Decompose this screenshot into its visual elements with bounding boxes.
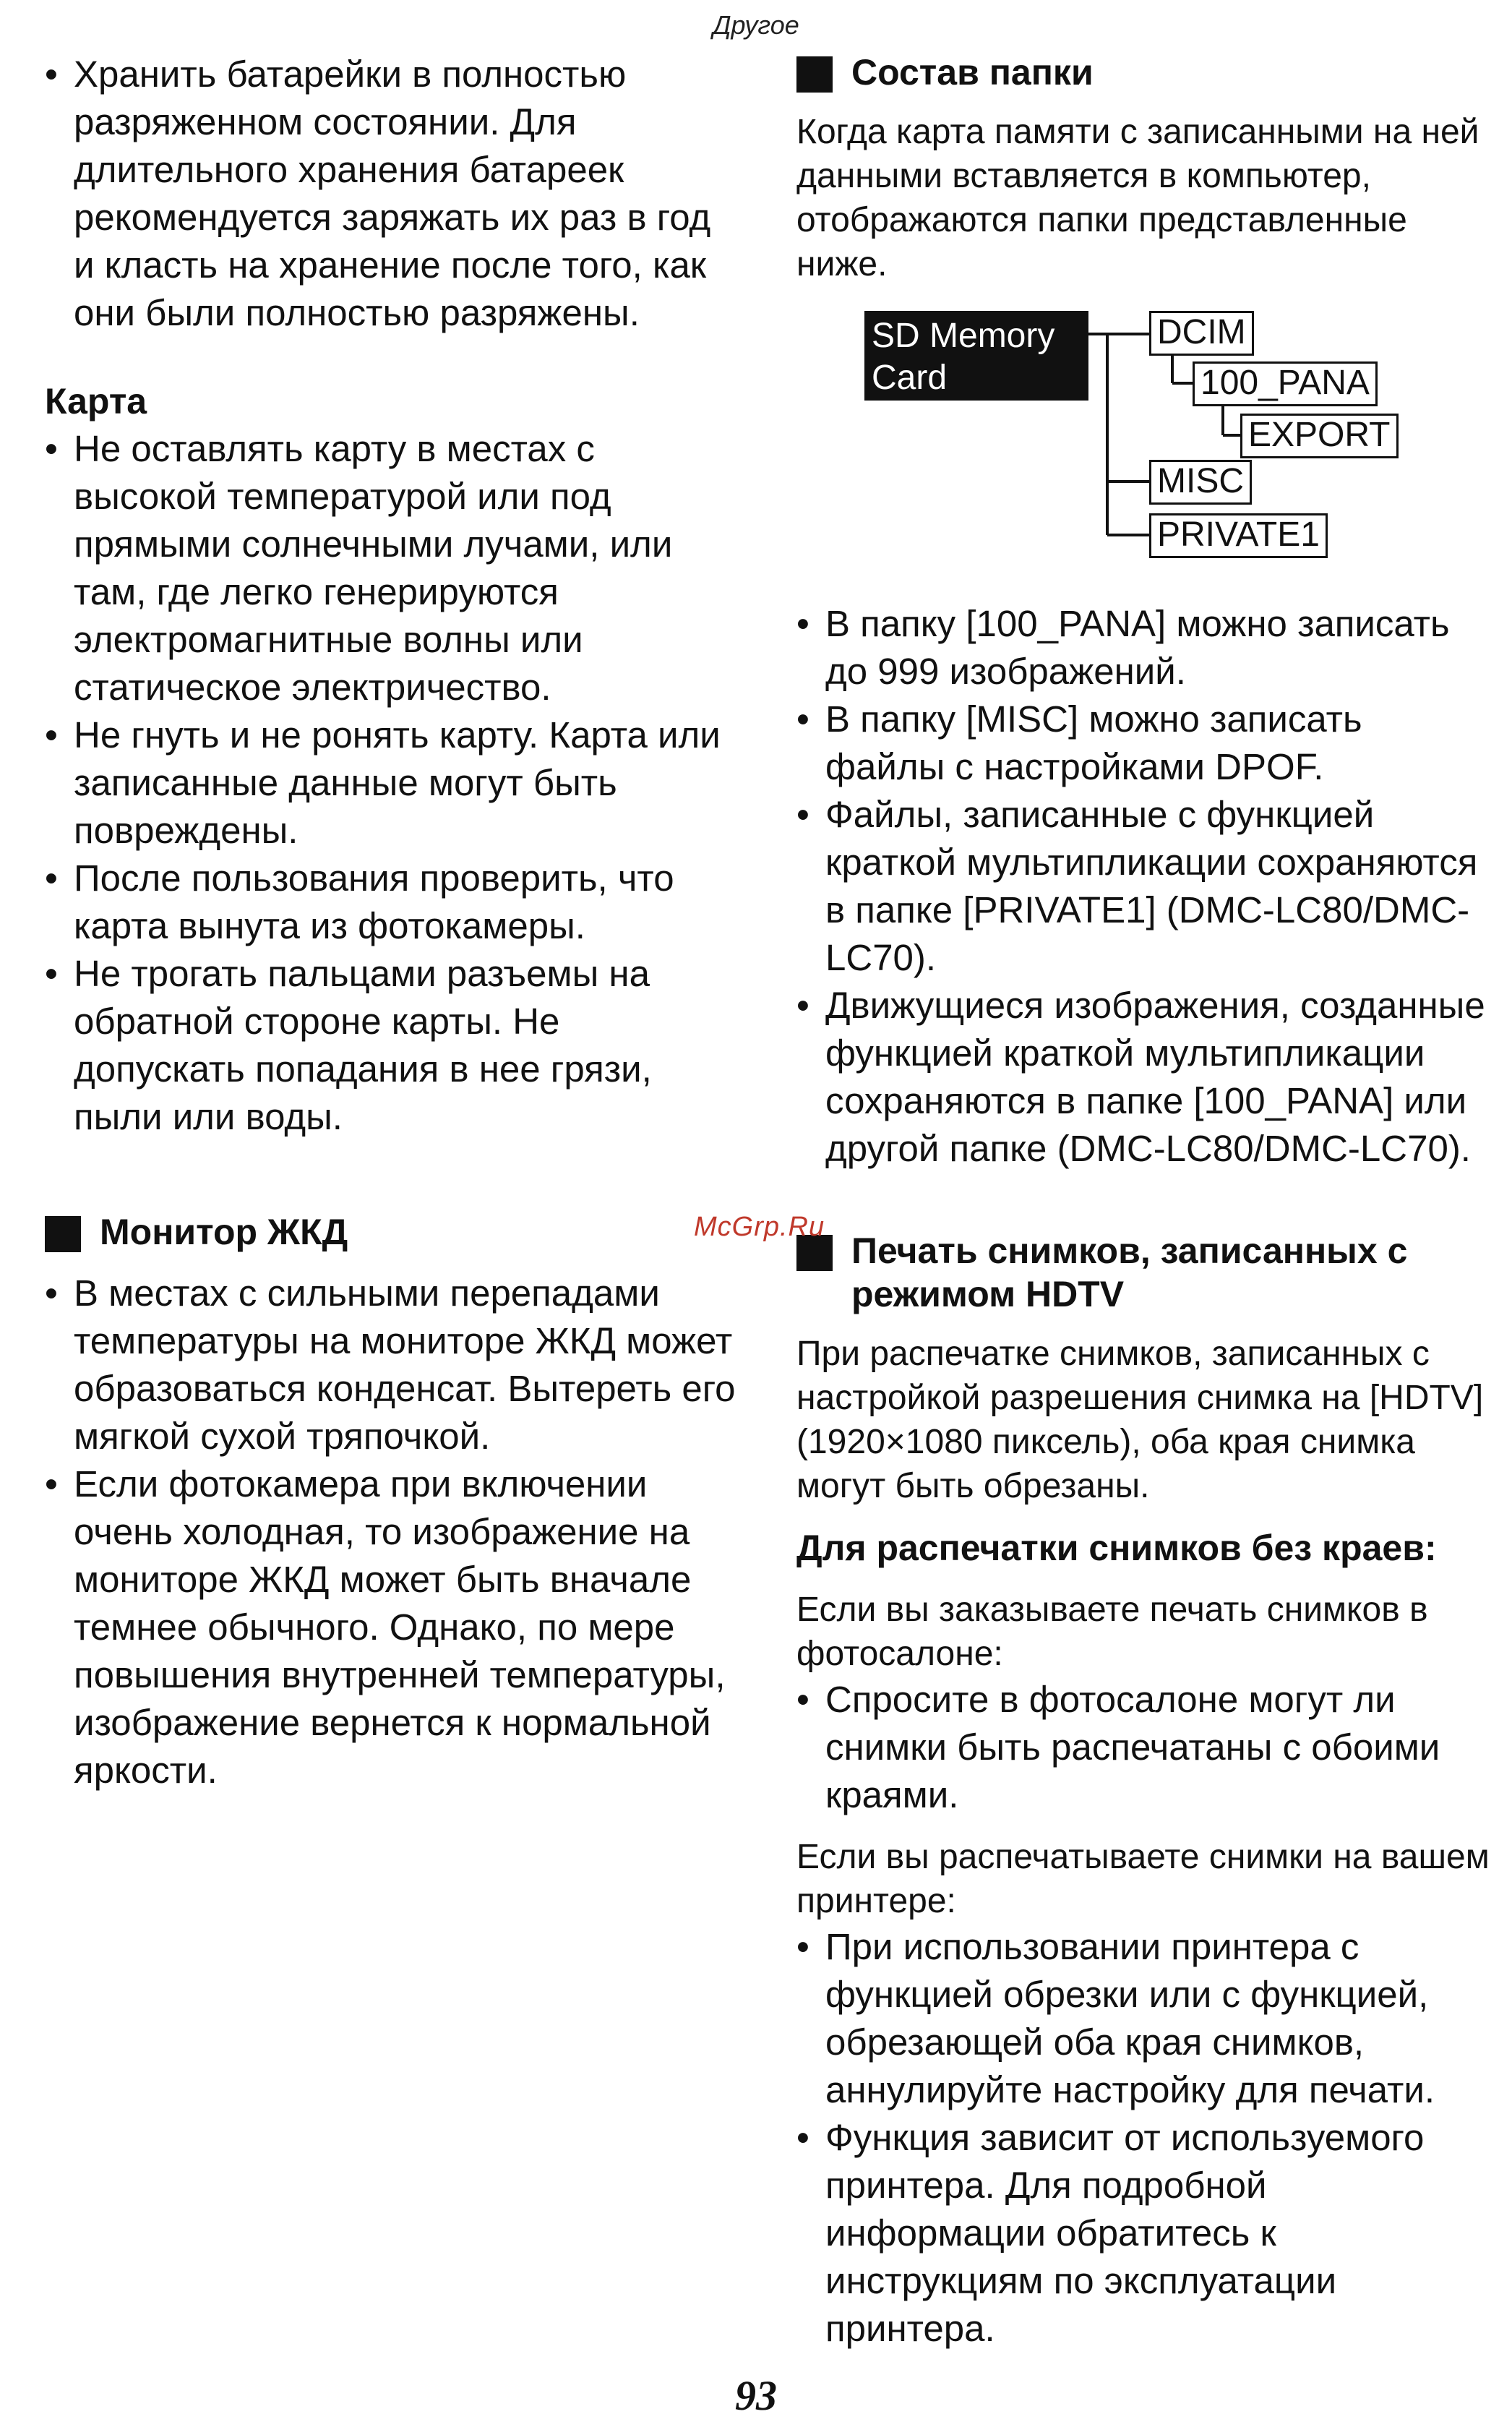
bullet-icon: • — [796, 794, 809, 835]
bullet-icon: • — [796, 985, 809, 1026]
list-item: • В местах с сильными перепадами температуры на мониторе ЖКД может образоваться конденсат. Вытереть его мягкой сухой тряпочкой. — [45, 1270, 739, 1460]
bullet-icon: • — [796, 1679, 809, 1720]
printer-intro: Если вы распечатываете снимки на вашем принтере: — [796, 1838, 1490, 1920]
bullet-icon: • — [45, 857, 58, 899]
bullet-icon: • — [45, 1272, 58, 1314]
battery-bullets — [45, 51, 739, 337]
borderless-heading: Для распечатки снимков без краев: — [796, 1528, 1437, 1568]
folder-tree-diagram — [796, 305, 1490, 587]
list-item: • Файлы, записанные с функцией краткой мультипликации сохраняются в папке [PRIVATE1] (DMC-LC80/DMC-LC70). — [796, 791, 1490, 982]
lcd-bullets — [45, 1270, 739, 1794]
list-item: • При использовании принтера с функцией обрезки или с функцией, обрезающей оба края снимков, аннулируйте настройку для печати. — [796, 1923, 1490, 2114]
bullet-icon: • — [45, 953, 58, 994]
folder-bullets — [796, 600, 1490, 1173]
watermark: McGrp.Ru — [694, 1212, 825, 1242]
bullet-icon: • — [796, 1926, 809, 1967]
list-item: • Не трогать пальцами разъемы на обратной стороне карты. Не допускать попадания в нее грязи, пыли или воды. — [45, 950, 739, 1141]
list-item: • В папку [MISC] можно записать файлы с настройками DPOF. — [796, 696, 1490, 791]
bullet-icon: • — [796, 603, 809, 644]
section-square-icon — [796, 56, 833, 93]
list-item: • Не оставлять карту в местах с высокой температурой или под прямыми солнечными лучами, или там, где легко генерируются электромагнитные волны или статическое электричество. — [45, 425, 739, 711]
left-column — [45, 51, 739, 1794]
folder-export: EXPORT — [1240, 414, 1399, 458]
folder-heading: Состав папки — [796, 51, 1490, 94]
bullet-icon: • — [45, 714, 58, 756]
folder-100-pana: 100_PANA — [1193, 361, 1378, 406]
sd-card-root: SD Memory Card — [864, 311, 1088, 401]
bullet-icon: • — [45, 54, 58, 95]
running-header: Другое — [713, 10, 799, 40]
list-item: • После пользования проверить, что карта вынута из фотокамеры. — [45, 855, 739, 950]
printer-bullets — [796, 1923, 1490, 2353]
bullet-icon: • — [45, 1463, 58, 1505]
card-heading: Карта — [45, 381, 147, 421]
studio-bullets — [796, 1676, 1490, 1819]
folder-dcim: DCIM — [1149, 311, 1254, 356]
lcd-heading: Монитор ЖКД — [45, 1210, 739, 1254]
folder-private1: PRIVATE1 — [1149, 513, 1328, 558]
hdtv-heading: Печать снимков, записанных с режимом HDTV — [796, 1229, 1490, 1316]
hdtv-intro: При распечатке снимков, записанных с настройкой разрешения снимка на [HDTV] (1920×1080 пиксель), оба края снимка могут быть обрезаны. — [796, 1335, 1484, 1505]
list-item: • В папку [100_PANA] можно записать до 999 изображений. — [796, 600, 1490, 696]
folder-intro: Когда карта памяти с записанными на ней данными вставляется в компьютер, отображаются папки представленные ниже. — [796, 113, 1479, 283]
bullet-icon: • — [45, 428, 58, 469]
card-bullets — [45, 425, 739, 1141]
studio-intro: Если вы заказываете печать снимков в фотосалоне: — [796, 1591, 1428, 1673]
page-number: 93 — [735, 2372, 777, 2419]
section-square-icon — [45, 1216, 81, 1252]
bullet-icon: • — [796, 698, 809, 740]
list-item: • Функция зависит от используемого принтера. Для подробной информации обратитесь к инструкциям по эксплуатации принтера. — [796, 2114, 1490, 2353]
list-item: • Если фотокамера при включении очень холодная, то изображение на мониторе ЖКД может быть вначале темнее обычного. Однако, по мере повышения внутренней температуры, изображение вернется к нормальной яркости. — [45, 1460, 739, 1794]
folder-misc: MISC — [1149, 460, 1252, 505]
list-item: • Спросите в фотосалоне могут ли снимки быть распечатаны с обоими краями. — [796, 1676, 1490, 1819]
bullet-icon: • — [796, 2117, 809, 2158]
list-item: • Хранить батарейки в полностью разряженном состоянии. Для длительного хранения батареек рекомендуется заряжать их раз в год и класть на хранение после того, как они были полностью разряжены. — [45, 51, 739, 337]
list-item: • Не гнуть и не ронять карту. Карта или записанные данные могут быть повреждены. — [45, 711, 739, 855]
right-column — [796, 51, 1490, 2353]
list-item: • Движущиеся изображения, созданные функцией краткой мультипликации сохраняются в папке [100_PANA] или другой папке (DMC-LC80/DMC-LC70). — [796, 982, 1490, 1173]
